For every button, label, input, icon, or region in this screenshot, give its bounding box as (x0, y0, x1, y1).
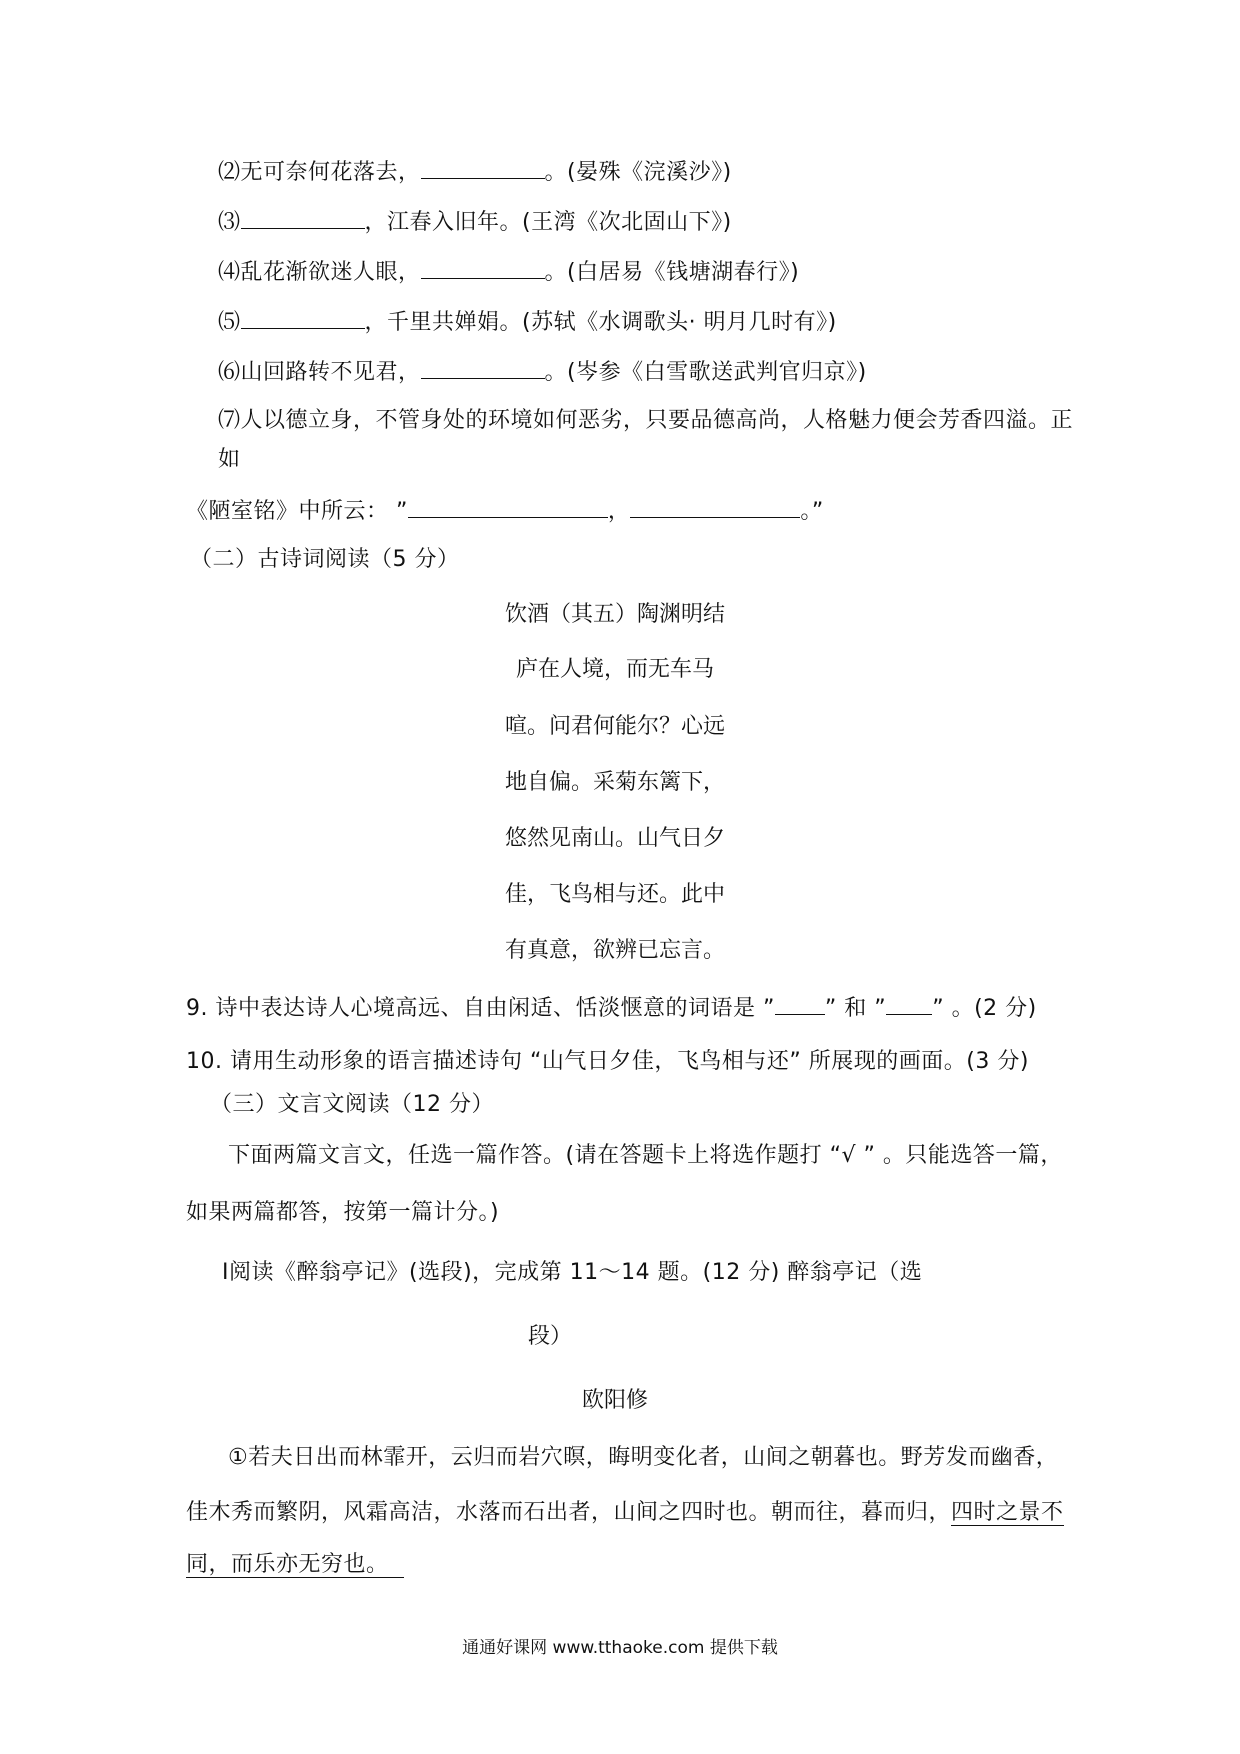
passage-line2: 佳木秀而繁阴，风霜高洁，水落而石出者，山间之四时也。朝而往，暮而归，四时之景不 (186, 1500, 1064, 1525)
reading-1-line1: Ⅰ阅读《醉翁亭记》(选段)，完成第 11～14 题。(12 分) 醉翁亭记（选 (222, 1260, 923, 1285)
section-2-heading: （二）古诗词阅读（5 分） (190, 547, 460, 572)
poem-line: 有真意，欲辨已忘言。 (504, 938, 725, 963)
instructions-line2: 如果两篇都答，按第一篇计分。) (186, 1200, 500, 1225)
underline-tail (389, 1552, 404, 1578)
poem-line: 庐在人境，而无车马 (515, 657, 714, 682)
answer-blank[interactable] (775, 992, 825, 1015)
poem-line: 地自偏。采菊东篱下， (504, 770, 725, 795)
fill-blank-5: ⑸ ，千里共婵娟。(苏轼《水调歌头· 明月几时有》) (218, 306, 837, 338)
passage-line1: ①若夫日出而林霏开，云归而岩穴暝，晦明变化者，山间之朝暮也。野芳发而幽香， (228, 1445, 1059, 1470)
answer-blank[interactable] (241, 206, 365, 229)
poem-line: 喧。问君何能尔？心远 (504, 714, 725, 739)
question-10: 10. 请用生动形象的语言描述诗句 “山气日夕佳，飞鸟相与还” 所展现的画面。(3 分) (186, 1049, 1029, 1074)
section-3-heading: （三）文言文阅读（12 分） (210, 1092, 494, 1117)
poem-title: 饮酒（其五）陶渊明结 (504, 602, 725, 627)
answer-blank[interactable] (421, 156, 545, 179)
fill-blank-3: ⑶ ，江春入旧年。(王湾《次北固山下》) (218, 206, 732, 238)
answer-blank[interactable] (421, 356, 545, 379)
instructions-line1: 下面两篇文言文，任选一篇作答。(请在答题卡上将选作题打 “√ ” 。只能选答一篇， (228, 1143, 1063, 1168)
poem-line: 佳，飞鸟相与还。此中 (504, 882, 725, 907)
answer-blank[interactable] (241, 306, 365, 329)
question-7-line2: 如 (218, 447, 241, 472)
passage-line3 (186, 1550, 404, 1580)
answer-blank[interactable] (421, 256, 545, 279)
underlined-sentence: 同，而乐亦无穷也。 (186, 1552, 389, 1577)
fill-blank-2: ⑵无可奈何花落去， 。(晏殊《浣溪沙》) (218, 156, 732, 188)
author: 欧阳修 (581, 1388, 648, 1413)
answer-blank[interactable] (630, 495, 800, 518)
fill-blank-6: ⑹山回路转不见君， 。(岑参《白雪歌送武判官归京》) (218, 356, 867, 388)
answer-blank[interactable] (886, 992, 932, 1015)
question-7-line1: ⑺人以德立身，不管身处的环境如何恶劣，只要品德高尚，人格魅力便会芳香四溢。正 (218, 408, 1074, 433)
poem-line: 悠然见南山。山气日夕 (504, 826, 725, 851)
underlined-sentence: 四时之景不 (951, 1500, 1064, 1525)
fill-blank-4: ⑷乱花渐欲迷人眼， 。(白居易《钱塘湖春行》) (218, 256, 799, 288)
reading-1-line2: 段） (527, 1324, 572, 1349)
page-footer: 通通好课网 www.tthaoke.com 提供下载 (462, 1638, 778, 1658)
answer-blank[interactable] (408, 495, 608, 518)
question-9: 9. 诗中表达诗人心境高远、自由闲适、恬淡惬意的词语是 ” ” 和 ” ” 。(2 分) (186, 992, 1037, 1024)
question-7-line3: 《陋室铭》中所云： ” ， 。” (186, 495, 824, 527)
